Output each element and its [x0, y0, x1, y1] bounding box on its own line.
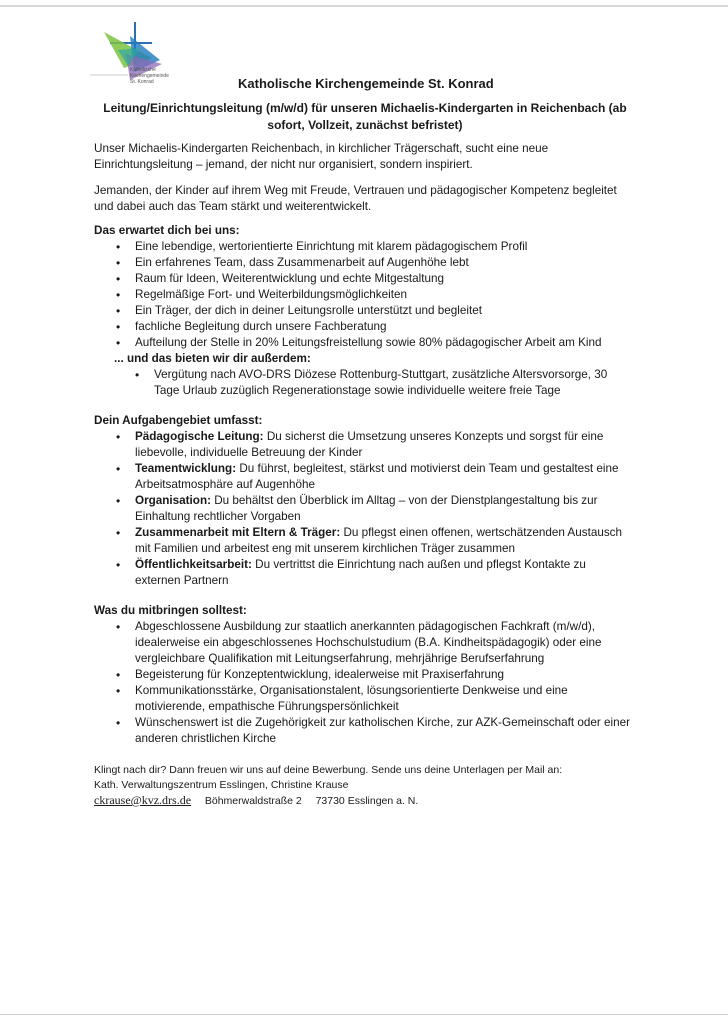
list-item: • fachliche Begleitung durch unsere Fachberatung [94, 319, 634, 335]
job-title: Leitung/Einrichtungsleitung (m/w/d) für unseren Michaelis-Kindergarten in Reichenbach (ab sofort, Vollzeit, zunächst befristet) [103, 101, 627, 132]
list-item: • Eine lebendige, wertorientierte Einrichtung mit klarem pädagogischem Profil [94, 239, 634, 255]
list-item: • Wünschenswert ist die Zugehörigkeit zur katholischen Kirche, zur AZK-Gemeinschaft oder einer anderen christlichen Kirche [94, 715, 634, 747]
list-item: • Regelmäßige Fort- und Weiterbildungsmöglichkeiten [94, 287, 634, 303]
list-item [94, 429, 634, 461]
list-item: • Ein Träger, der dich in deiner Leitungsrolle unterstützt und begleitet [94, 303, 634, 319]
list-item [94, 557, 634, 589]
organization-title: Katholische Kirchengemeinde St. Konrad [238, 76, 494, 91]
task-text: Du vertrittst die Einrichtung nach außen und pflegst Kontakte zu externen Partnern [135, 558, 586, 587]
intro-paragraph: Jemanden, der Kinder auf ihrem Weg mit Freude, Vertrauen und pädagogischer Kompetenz begleitet und dabei auch das Team stärkt und weiterentwickelt. [94, 184, 617, 213]
task-label: Zusammenarbeit mit Eltern & Träger: [135, 526, 341, 539]
logo-wordmark [130, 67, 169, 85]
offer-list [94, 239, 634, 351]
list-item: • Kommunikationsstärke, Organisationstalent, lösungsorientierte Denkweise und eine motivierende, empathische Führungspersönlichkeit [94, 683, 634, 715]
tasks-heading: Dein Aufgabengebiet umfasst: [94, 414, 263, 427]
city: 73730 Esslingen a. N. [315, 795, 419, 807]
list-item: • Ein erfahrenes Team, dass Zusammenarbeit auf Augenhöhe lebt [94, 255, 634, 271]
task-text: Du behältst den Überblick im Alltag – von der Dienstplangestaltung bis zur Einhaltung rechtlicher Vorgaben [135, 494, 598, 523]
list-item: • Aufteilung der Stelle in 20% Leitungsfreistellung sowie 80% pädagogischer Arbeit am Kind [94, 335, 634, 351]
task-text: Du pflegst einen offenen, wertschätzenden Austausch mit Familien und arbeitest eng mit unserem kirchlichen Träger zusammen [135, 526, 623, 555]
logo-line: Kirchengemeinde [130, 73, 169, 79]
contact-address [94, 793, 634, 809]
task-text: Du sicherst die Umsetzung unseres Konzepts und sorgst für eine liebevolle, individuelle Betreuung der Kinder [135, 430, 604, 459]
list-item: • Abgeschlossene Ausbildung zur staatlich anerkannten pädagogischen Fachkraft (m/w/d), idealerweise ein abgeschlossenes Hochschulstudium (B.A. Kindheitspädagogik) oder eine vergleichbare Qualifikation mit Leitungserfahrung, mehrjährige Berufserfahrung [94, 619, 634, 667]
list-item: • Begeisterung für Konzeptentwicklung, idealerweise mit Praxiserfahrung [94, 667, 634, 683]
document-body [94, 141, 634, 809]
list-item [94, 525, 634, 557]
list-item: • Vergütung nach AVO-DRS Diözese Rottenburg-Stuttgart, zusätzliche Altersvorsorge, 30 Tage Urlaub zuzüglich Regenerationstage sowie individuelle weitere freie Tage [94, 367, 634, 399]
task-label: Pädagogische Leitung: [135, 430, 264, 443]
contact-footer [94, 763, 634, 809]
intro-paragraph: Unser Michaelis-Kindergarten Reichenbach, in kirchlicher Trägerschaft, sucht eine neue Einrichtungsleitung – jemand, der nicht nur organisiert, sondern inspiriert. [94, 142, 549, 171]
task-text: Du führst, begleitest, stärkst und motivierst dein Team und gestaltest eine Arbeitsatmosphäre auf Augenhöhe [135, 462, 619, 491]
scan-edge-top [0, 5, 728, 7]
offer-extra-heading: ... und das bieten wir dir außerdem: [114, 352, 311, 365]
email-link[interactable]: ckrause@kvz.drs.de [94, 793, 192, 807]
tasks-list [94, 429, 634, 589]
contact-name: Kath. Verwaltungszentrum Esslingen, Christine Krause [94, 779, 349, 791]
scan-edge-bottom [0, 1014, 728, 1015]
list-item [94, 461, 634, 493]
call-to-action: Klingt nach dir? Dann freuen wir uns auf deine Bewerbung. Sende uns deine Unterlagen per Mail an: [94, 764, 563, 776]
street: Böhmerwaldstraße 2 [204, 795, 302, 807]
logo-line: Katholische [130, 67, 156, 73]
list-item [94, 493, 634, 525]
list-item: • Raum für Ideen, Weiterentwicklung und echte Mitgestaltung [94, 271, 634, 287]
requirements-heading: Was du mitbringen solltest: [94, 604, 247, 617]
offer-extra-list [94, 367, 634, 399]
task-label: Organisation: [135, 494, 211, 507]
task-label: Öffentlichkeitsarbeit: [135, 558, 252, 571]
requirements-list [94, 619, 634, 747]
task-label: Teamentwicklung: [135, 462, 237, 475]
offer-heading: Das erwartet dich bei uns: [94, 224, 240, 237]
logo-line: St. Konrad [130, 79, 154, 85]
